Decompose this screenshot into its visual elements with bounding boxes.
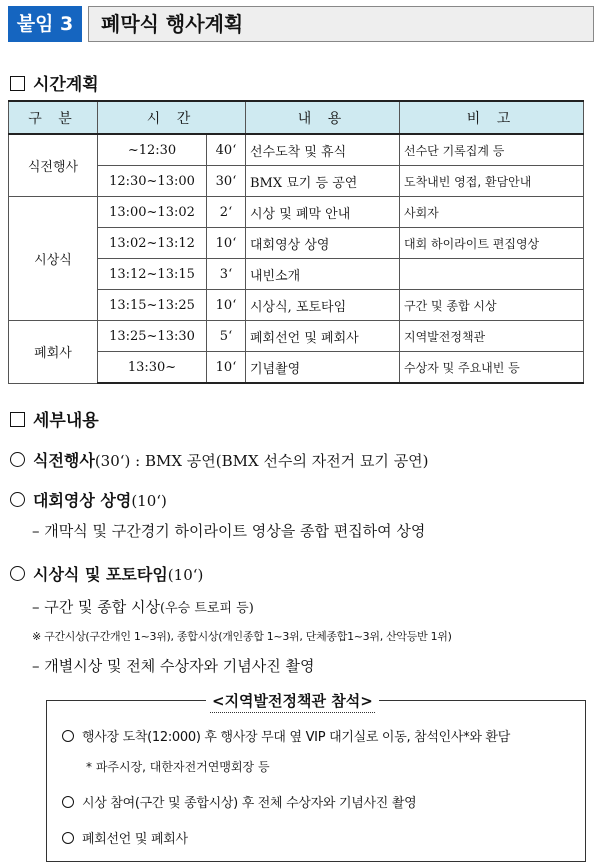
category-cell: 식전행사 [9,134,98,197]
section-title: 시간계획 [33,75,99,95]
header-category: 구 분 [9,101,98,134]
time-cell: 13:30~ [98,352,207,384]
attendance-item-text: 시상 참여(구간 및 종합시상) 후 전체 수상자와 기념사진 촬영 [82,796,417,811]
header-note: 비 고 [400,101,584,134]
category-cell: 시상식 [9,197,98,321]
circle-bullet-icon [10,452,25,467]
detail-item-text: (10‘) [131,492,167,510]
time-cell: ~12:30 [98,134,207,166]
content-cell: BMX 묘기 등 공연 [246,166,400,197]
content-cell: 내빈소개 [246,259,400,290]
note-cell: 지역발전정책관 [400,321,584,352]
circle-bullet-icon [62,796,74,808]
note-cell [400,259,584,290]
duration-cell: 2‘ [207,197,246,228]
circle-bullet-icon [10,492,25,507]
content-cell: 대회영상 상영 [246,228,400,259]
detail-sub-line: – 개막식 및 구간경기 하이라이트 영상을 종합 편집하여 상영 [32,522,426,540]
time-cell: 13:02~13:12 [98,228,207,259]
header-content: 내 용 [246,101,400,134]
title-box [88,6,594,42]
table-row [9,197,584,228]
content-cell: 폐회선언 및 폐회사 [246,321,400,352]
square-bullet-icon [10,412,25,427]
table-row [9,134,584,166]
section-details [10,406,99,431]
table-header-row [9,101,584,134]
section-title: 세부내용 [33,411,99,431]
note-cell: 도착내빈 영접, 환담안내 [400,166,584,197]
duration-cell: 40‘ [207,134,246,166]
page-header [8,6,594,42]
attendance-item-text: 폐회선언 및 폐회사 [82,832,188,847]
page-title: 폐막식 행사계획 [101,12,244,36]
content-cell: 선수도착 및 휴식 [246,134,400,166]
note-cell: 구간 및 종합 시상 [400,290,584,321]
detail-item-text: (10‘) [167,566,204,584]
time-cell: 13:00~13:02 [98,197,207,228]
duration-cell: 10‘ [207,290,246,321]
detail-note: ※ 구간시상(구간개인 1~3위), 종합시상(개인종합 1~3위, 단체종합1~3위, 산악등반 1위) [32,630,452,643]
note-cell: 대회 하이라이트 편집영상 [400,228,584,259]
schedule-table [8,100,584,384]
attendance-title: <지역발전정책관 참석> [206,690,379,711]
section-time-plan [10,70,99,95]
content-cell: 시상 및 폐막 안내 [246,197,400,228]
time-cell: 12:30~13:00 [98,166,207,197]
duration-cell: 30‘ [207,166,246,197]
circle-bullet-icon [62,730,74,742]
attachment-badge: 붙임 3 [8,6,82,42]
attendance-item [62,828,188,847]
detail-sub-line [32,596,254,617]
category-cell: 폐회사 [9,321,98,384]
note-cell: 수상자 및 주요내빈 등 [400,352,584,384]
detail-item-video [10,488,167,511]
square-bullet-icon [10,76,25,91]
content-cell: 기념촬영 [246,352,400,384]
detail-item-ceremony [10,562,203,585]
attendance-item-text: 행사장 도착(12:000) 후 행사장 무대 옆 VIP 대기실로 이동, 참석인사*와 환담 [82,730,510,745]
detail-sub-line: – 개별시상 및 전체 수상자와 기념사진 촬영 [32,657,315,675]
table-row [9,321,584,352]
detail-sub-main: – 구간 및 종합 시상 [32,598,161,616]
attendance-item [62,726,510,745]
time-cell: 13:25~13:30 [98,321,207,352]
note-cell: 선수단 기록집계 등 [400,134,584,166]
time-cell: 13:12~13:15 [98,259,207,290]
detail-item-title: 시상식 및 포토타임 [33,565,168,584]
detail-item-text: (30‘) : BMX 공연(BMX 선수의 자전거 묘기 공연) [94,452,429,470]
content-cell: 시상식, 포토타임 [246,290,400,321]
duration-cell: 10‘ [207,228,246,259]
circle-bullet-icon [10,566,25,581]
time-cell: 13:15~13:25 [98,290,207,321]
duration-cell: 3‘ [207,259,246,290]
detail-item-pre-event [10,448,429,471]
attendance-item [62,792,416,811]
attendance-sub-note: * 파주시장, 대한자전거연맹회장 등 [86,760,270,774]
header-time: 시 간 [98,101,246,134]
note-cell: 사회자 [400,197,584,228]
detail-item-title: 대회영상 상영 [33,491,132,510]
circle-bullet-icon [62,832,74,844]
detail-item-title: 식전행사 [33,451,95,470]
duration-cell: 5‘ [207,321,246,352]
detail-sub-paren: (우승 트로피 등) [160,601,254,616]
duration-cell: 10‘ [207,352,246,384]
